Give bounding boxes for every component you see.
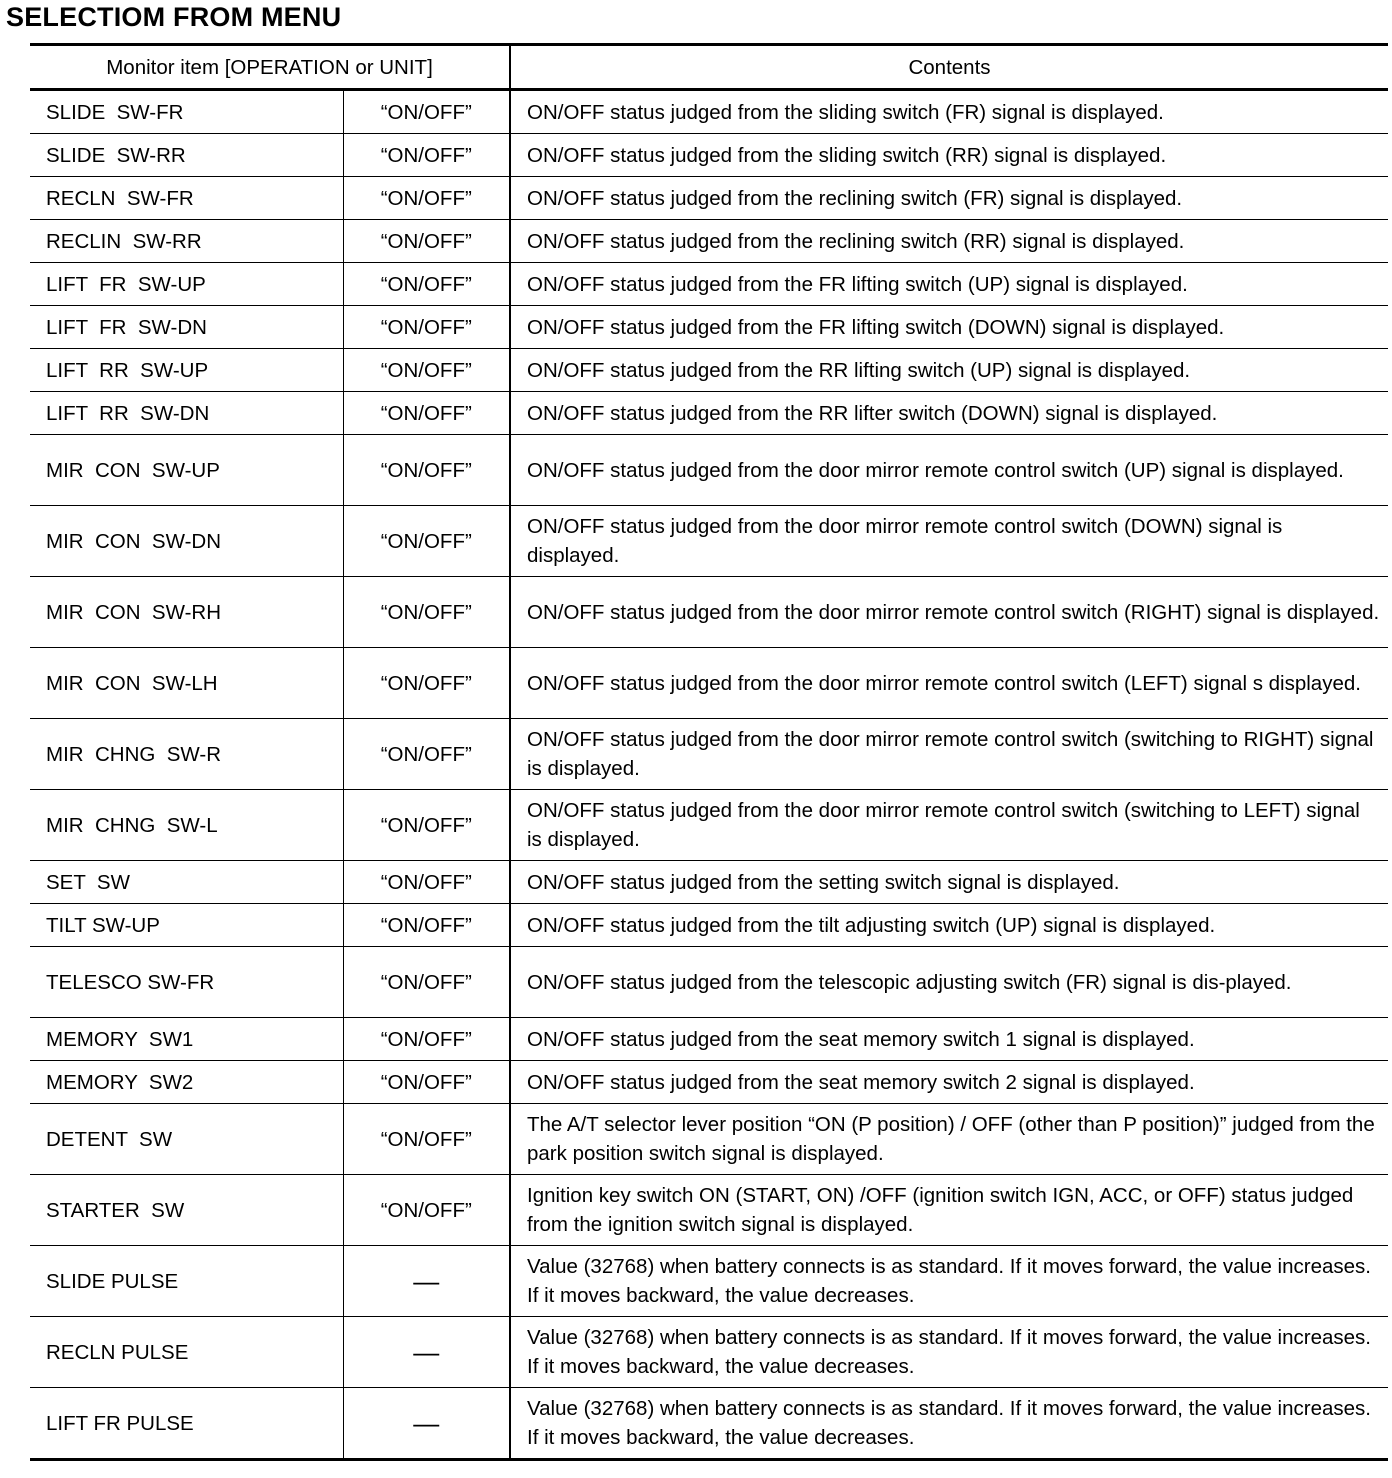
unit-cell: “ON/OFF” bbox=[343, 861, 510, 904]
table-row bbox=[30, 1104, 1388, 1175]
monitor-item-cell: MIR CON SW-RH bbox=[30, 577, 343, 648]
contents-cell: ON/OFF status judged from the door mirror remote control switch (UP) signal is displayed. bbox=[510, 435, 1388, 506]
table-row bbox=[30, 263, 1388, 306]
monitor-item-cell: SLIDE PULSE bbox=[30, 1246, 343, 1317]
unit-cell: — bbox=[343, 1317, 510, 1388]
unit-cell: “ON/OFF” bbox=[343, 1175, 510, 1246]
unit-cell: “ON/OFF” bbox=[343, 506, 510, 577]
unit-cell: “ON/OFF” bbox=[343, 904, 510, 947]
unit-cell: “ON/OFF” bbox=[343, 392, 510, 435]
contents-cell: ON/OFF status judged from the sliding switch (RR) signal is displayed. bbox=[510, 134, 1388, 177]
monitor-item-cell: SLIDE SW-FR bbox=[30, 90, 343, 134]
monitor-item-cell: LIFT FR SW-UP bbox=[30, 263, 343, 306]
header-monitor-item: Monitor item [OPERATION or UNIT] bbox=[30, 46, 510, 90]
header-contents: Contents bbox=[510, 46, 1388, 90]
table-header-row bbox=[30, 46, 1388, 90]
contents-cell: Value (32768) when battery connects is as standard. If it moves forward, the value increases. If it moves backward, the value decreases. bbox=[510, 1317, 1388, 1388]
table-row bbox=[30, 306, 1388, 349]
monitor-item-cell: LIFT FR PULSE bbox=[30, 1388, 343, 1460]
contents-cell: ON/OFF status judged from the door mirror remote control switch (switching to LEFT) signal is displayed. bbox=[510, 790, 1388, 861]
table-row bbox=[30, 904, 1388, 947]
page-title: SELECTIOM FROM MENU bbox=[6, 2, 342, 32]
unit-cell: “ON/OFF” bbox=[343, 220, 510, 263]
contents-cell: ON/OFF status judged from the setting switch signal is displayed. bbox=[510, 861, 1388, 904]
monitor-item-cell: DETENT SW bbox=[30, 1104, 343, 1175]
contents-cell: ON/OFF status judged from the seat memory switch 2 signal is displayed. bbox=[510, 1061, 1388, 1104]
table-row bbox=[30, 90, 1388, 134]
unit-cell: “ON/OFF” bbox=[343, 648, 510, 719]
monitor-item-cell: SET SW bbox=[30, 861, 343, 904]
table-row bbox=[30, 648, 1388, 719]
monitor-item-cell: RECLN SW-FR bbox=[30, 177, 343, 220]
unit-cell: “ON/OFF” bbox=[343, 577, 510, 648]
unit-cell: — bbox=[343, 1388, 510, 1460]
table-row bbox=[30, 577, 1388, 648]
table-row bbox=[30, 134, 1388, 177]
monitor-item-cell: TILT SW-UP bbox=[30, 904, 343, 947]
unit-cell: “ON/OFF” bbox=[343, 1061, 510, 1104]
contents-cell: Ignition key switch ON (START, ON) /OFF (ignition switch IGN, ACC, or OFF) status judged from the ignition switch signal is displayed. bbox=[510, 1175, 1388, 1246]
unit-cell: — bbox=[343, 1246, 510, 1317]
table-row bbox=[30, 1246, 1388, 1317]
unit-cell: “ON/OFF” bbox=[343, 306, 510, 349]
monitor-item-cell: RECLN PULSE bbox=[30, 1317, 343, 1388]
table-row bbox=[30, 790, 1388, 861]
contents-cell: ON/OFF status judged from the telescopic adjusting switch (FR) signal is dis-played. bbox=[510, 947, 1388, 1018]
contents-cell: ON/OFF status judged from the door mirror remote control switch (RIGHT) signal is displayed. bbox=[510, 577, 1388, 648]
unit-cell: “ON/OFF” bbox=[343, 719, 510, 790]
table-row bbox=[30, 392, 1388, 435]
monitor-item-cell: STARTER SW bbox=[30, 1175, 343, 1246]
unit-cell: “ON/OFF” bbox=[343, 90, 510, 134]
monitor-item-cell: LIFT RR SW-UP bbox=[30, 349, 343, 392]
monitor-item-table bbox=[30, 46, 1388, 1461]
table-row bbox=[30, 1317, 1388, 1388]
contents-cell: ON/OFF status judged from the FR lifting switch (DOWN) signal is displayed. bbox=[510, 306, 1388, 349]
monitor-item-cell: TELESCO SW-FR bbox=[30, 947, 343, 1018]
table-row bbox=[30, 947, 1388, 1018]
table-row bbox=[30, 1175, 1388, 1246]
unit-cell: “ON/OFF” bbox=[343, 790, 510, 861]
table-row bbox=[30, 349, 1388, 392]
monitor-item-cell: MIR CHNG SW-L bbox=[30, 790, 343, 861]
unit-cell: “ON/OFF” bbox=[343, 1104, 510, 1175]
monitor-item-cell: LIFT RR SW-DN bbox=[30, 392, 343, 435]
unit-cell: “ON/OFF” bbox=[343, 177, 510, 220]
monitor-item-cell: MIR CON SW-DN bbox=[30, 506, 343, 577]
monitor-item-cell: RECLIN SW-RR bbox=[30, 220, 343, 263]
contents-cell: ON/OFF status judged from the door mirror remote control switch (switching to RIGHT) signal is displayed. bbox=[510, 719, 1388, 790]
contents-cell: ON/OFF status judged from the reclining switch (RR) signal is displayed. bbox=[510, 220, 1388, 263]
table-row bbox=[30, 861, 1388, 904]
table-row bbox=[30, 177, 1388, 220]
unit-cell: “ON/OFF” bbox=[343, 349, 510, 392]
contents-cell: ON/OFF status judged from the door mirror remote control switch (DOWN) signal is displayed. bbox=[510, 506, 1388, 577]
contents-cell: Value (32768) when battery connects is as standard. If it moves forward, the value increases. If it moves backward, the value decreases. bbox=[510, 1246, 1388, 1317]
monitor-item-cell: SLIDE SW-RR bbox=[30, 134, 343, 177]
unit-cell: “ON/OFF” bbox=[343, 134, 510, 177]
monitor-item-cell: MIR CON SW-LH bbox=[30, 648, 343, 719]
table-row bbox=[30, 1061, 1388, 1104]
contents-cell: ON/OFF status judged from the door mirror remote control switch (LEFT) signal s displayed. bbox=[510, 648, 1388, 719]
unit-cell: “ON/OFF” bbox=[343, 1018, 510, 1061]
unit-cell: “ON/OFF” bbox=[343, 435, 510, 506]
contents-cell: ON/OFF status judged from the reclining switch (FR) signal is displayed. bbox=[510, 177, 1388, 220]
contents-cell: ON/OFF status judged from the RR lifting switch (UP) signal is displayed. bbox=[510, 349, 1388, 392]
contents-cell: Value (32768) when battery connects is as standard. If it moves forward, the value increases. If it moves backward, the value decreases. bbox=[510, 1388, 1388, 1460]
monitor-item-cell: MIR CHNG SW-R bbox=[30, 719, 343, 790]
unit-cell: “ON/OFF” bbox=[343, 263, 510, 306]
monitor-item-cell: LIFT FR SW-DN bbox=[30, 306, 343, 349]
monitor-item-cell: MEMORY SW2 bbox=[30, 1061, 343, 1104]
table-row bbox=[30, 435, 1388, 506]
table-row bbox=[30, 1388, 1388, 1460]
table-row bbox=[30, 1018, 1388, 1061]
contents-cell: The A/T selector lever position “ON (P position) / OFF (other than P position)” judged from the park position switch signal is displayed. bbox=[510, 1104, 1388, 1175]
contents-cell: ON/OFF status judged from the tilt adjusting switch (UP) signal is displayed. bbox=[510, 904, 1388, 947]
monitor-item-cell: MIR CON SW-UP bbox=[30, 435, 343, 506]
contents-cell: ON/OFF status judged from the FR lifting switch (UP) signal is displayed. bbox=[510, 263, 1388, 306]
monitor-item-cell: MEMORY SW1 bbox=[30, 1018, 343, 1061]
table-row bbox=[30, 220, 1388, 263]
table-row bbox=[30, 506, 1388, 577]
contents-cell: ON/OFF status judged from the seat memory switch 1 signal is displayed. bbox=[510, 1018, 1388, 1061]
contents-cell: ON/OFF status judged from the sliding switch (FR) signal is displayed. bbox=[527, 100, 1164, 124]
contents-cell: ON/OFF status judged from the RR lifter switch (DOWN) signal is displayed. bbox=[510, 392, 1388, 435]
unit-cell: “ON/OFF” bbox=[343, 947, 510, 1018]
table-row bbox=[30, 719, 1388, 790]
